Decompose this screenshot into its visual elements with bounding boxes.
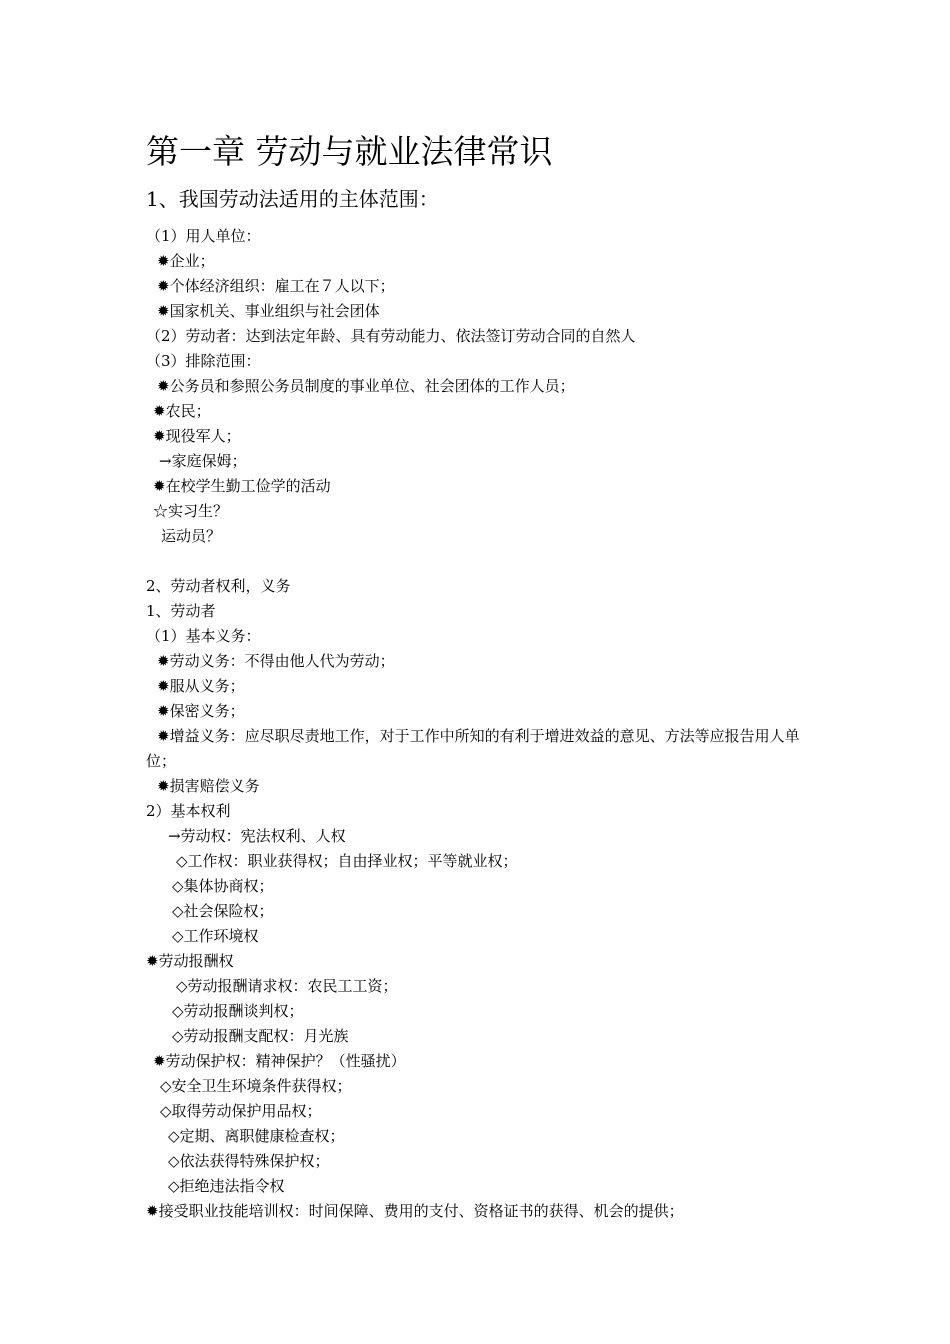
bullet-line: ✹在校学生勤工俭学的活动 — [153, 477, 331, 495]
bullet-line: ◇社会保险权； — [172, 902, 274, 920]
bullet-line: ◇依法获得特殊保护权； — [168, 1152, 330, 1170]
bullet-line: ✹个体经济组织：雇工在７人以下； — [157, 277, 395, 295]
bullet-line: ◇安全卫生环境条件获得权； — [160, 1077, 352, 1095]
bullet-line: ✹损害赔偿义务 — [157, 777, 260, 795]
section-line: 2、劳动者权利，义务 — [146, 577, 291, 595]
text-line: （3）排除范围： — [146, 352, 261, 370]
bullet-line: ✹服从义务； — [157, 677, 245, 695]
text-line: 1、劳动者 — [146, 602, 216, 620]
bullet-line: ✹国家机关、事业组织与社会团体 — [157, 302, 380, 320]
bullet-line: ✹劳动报酬权 — [146, 952, 234, 970]
bullet-line: ✹农民； — [153, 402, 211, 420]
bullet-line: ✹企业； — [157, 252, 215, 270]
bullet-line: ✹接受职业技能培训权：时间保障、费用的支付、资格证书的获得、机会的提供； — [146, 1202, 684, 1220]
bullet-line: ◇拒绝违法指令权 — [168, 1177, 285, 1195]
text-line: 运动员？ — [161, 527, 222, 545]
bullet-line: ◇劳动报酬请求权：农民工工资； — [176, 977, 398, 995]
bullet-line: ◇劳动报酬支配权：月光族 — [172, 1027, 349, 1045]
bullet-line: →家庭保姆； — [159, 452, 247, 470]
bullet-line: ✹劳动保护权：精神保护？（性骚扰） — [153, 1052, 406, 1070]
text-line: 2）基本权利 — [146, 802, 231, 820]
bullet-line: ◇工作权：职业获得权；自由择业权；平等就业权； — [176, 852, 518, 870]
bullet-line: ◇劳动报酬谈判权； — [172, 1002, 304, 1020]
bullet-line: ✹现役军人； — [153, 427, 241, 445]
bullet-line: ◇工作环境权 — [172, 927, 259, 945]
text-line: （1）基本义务： — [146, 627, 261, 645]
bullet-line: ✹公务员和参照公务员制度的事业单位、社会团体的工作人员； — [157, 377, 575, 395]
bullet-line: ✹劳动义务：不得由他人代为劳动； — [157, 652, 395, 670]
bullet-line: ◇定期、离职健康检查权； — [168, 1127, 345, 1145]
chapter-title: 第一章 劳动与就业法律常识 — [146, 132, 553, 171]
bullet-line: ◇取得劳动保护用品权； — [160, 1102, 322, 1120]
bullet-line: ◇集体协商权； — [172, 877, 274, 895]
text-line: （1）用人单位： — [146, 227, 261, 245]
bullet-line: ✹增益义务：应尽职尽责地工作，对于工作中所知的有利于增进效益的意见、方法等应报告用人单位； — [146, 727, 800, 770]
bullet-line: ☆实习生？ — [153, 502, 229, 520]
text-line: （2）劳动者：达到法定年龄、具有劳动能力、依法签订劳动合同的自然人 — [146, 327, 636, 345]
section-heading: 1、我国劳动法适用的主体范围： — [146, 187, 439, 211]
bullet-line: →劳动权：宪法权利、人权 — [168, 827, 346, 845]
bullet-line: ✹保密义务； — [157, 702, 245, 720]
